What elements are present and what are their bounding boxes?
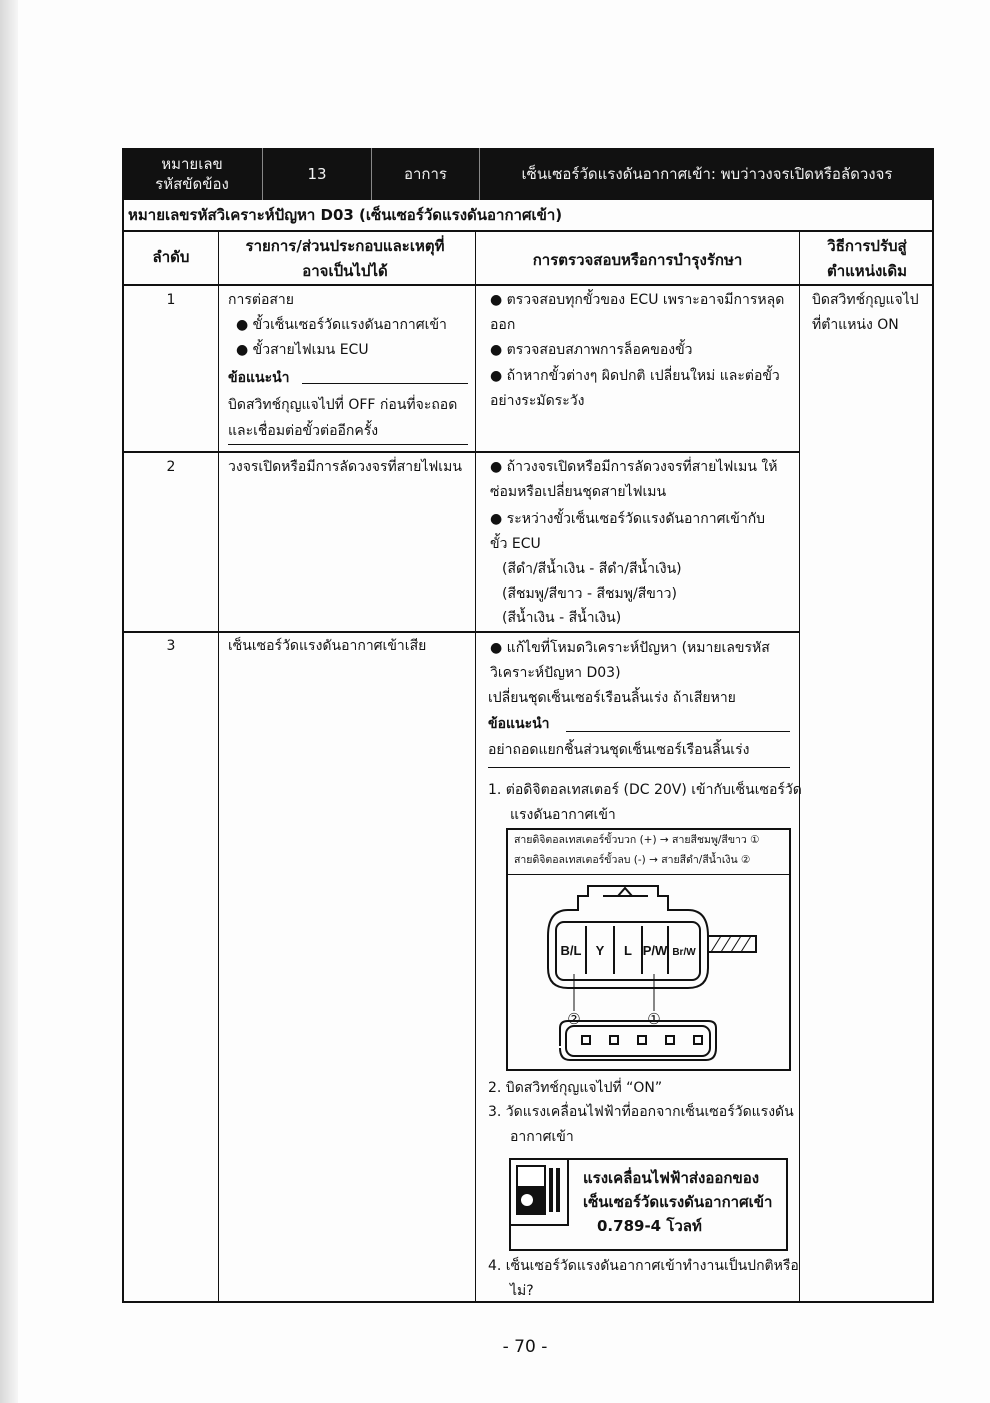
note-text: บิดสวิทช์กุญแจไปที่ OFF ก่อนที่จะถอดและเชื่อมต่อขั้วต่ออีกครั้ง: [228, 397, 458, 439]
connector-diagram: [506, 828, 791, 1071]
col-header-no: ลำดับ: [152, 248, 190, 266]
check-item: ● ถ้าหากขั้วต่างๆ ผิดปกติ เปลี่ยนใหม่ และต่อขั้วอย่างระมัดระวัง: [490, 368, 780, 409]
spec-line1: แรงเคลื่อนไฟฟ้าส่งออกของ: [583, 1169, 760, 1187]
check-item: ● ถ้าวงจรเปิดหรือมีการลัดวงจรที่สายไฟเมน ให้ซ่อมหรือเปลี่ยนชุดสายไฟเมน: [490, 459, 778, 500]
probe-negative-text: สายดิจิตอลเทสเตอร์ขั้วลบ (-) → สายสีดำ/สีน้ำเงิน ②: [514, 854, 751, 866]
item-text: เซ็นเซอร์วัดแรงดันอากาศเข้าเสีย: [228, 638, 427, 654]
check-item: ● ระหว่างขั้วเซ็นเซอร์วัดแรงดันอากาศเข้ากับขั้ว ECU: [490, 511, 766, 552]
step-1: 1. ต่อดิจิตอลเทสเตอร์ (DC 20V) เข้ากับเซ็นเซอร์วัดแรงดันอากาศเข้า: [488, 782, 802, 823]
check-text: ถ้าหากขั้วต่างๆ ผิดปกติ เปลี่ยนใหม่ และต่อขั้วอย่างระมัดระวัง: [490, 368, 780, 409]
pin-label: P/W: [642, 943, 668, 958]
color-pair: (สีดำ/สีน้ำเงิน - สีดำ/สีน้ำเงิน): [502, 561, 682, 577]
check-item: ● แก้ไขที่โหมดวิเคราะห์ปัญหา (หมายเลขรหัสวิเคราะห์ปัญหา D03): [490, 640, 770, 681]
symptom-value: เซ็นเซอร์วัดแรงดันอากาศเข้า: พบว่าวงจรเปิดหรือลัดวงจร: [480, 148, 934, 200]
item-text: วงจรเปิดหรือมีการลัดวงจรที่สายไฟเมน: [228, 459, 462, 475]
check-item: ● ตรวจสอบทุกขั้วของ ECU เพราะอาจมีการหลุดออก: [490, 292, 785, 333]
check-text: ตรวจสอบสภาพการล็อคของขั้ว: [506, 342, 693, 358]
replace-text: เปลี่ยนชุดเซ็นเซอร์เรือนลิ้นเร่ง ถ้าเสียหาย: [488, 690, 736, 706]
col-header-item: รายการ/ส่วนประกอบและเหตุที่อาจเป็นไปได้: [245, 237, 445, 280]
symptom-label: อาการ: [372, 148, 480, 200]
item-text: การต่อสาย: [228, 292, 294, 308]
col-header-check: การตรวจสอบหรือการบำรุงรักษา: [532, 251, 743, 269]
code-value: 13: [263, 148, 372, 200]
diag-title: หมายเลขรหัสวิเคราะห์ปัญหา D03 (เซ็นเซอร์วัดแรงดันอากาศเข้า): [128, 206, 563, 224]
connector-drawing: [508, 876, 789, 1069]
col-header-restore: วิธีการปรับสู่ตำแหน่งเดิม: [826, 237, 908, 280]
check-text: ถ้าวงจรเปิดหรือมีการลัดวงจรที่สายไฟเมน ให้ซ่อมหรือเปลี่ยนชุดสายไฟเมน: [490, 459, 778, 500]
check-text: ตรวจสอบทุกขั้วของ ECU เพราะอาจมีการหลุดออก: [490, 292, 785, 333]
bullet-text: ขั้วเซ็นเซอร์วัดแรงดันอากาศเข้า: [252, 317, 447, 333]
row-number: 2: [166, 459, 176, 475]
color-pair: (สีน้ำเงิน - สีน้ำเงิน): [502, 610, 622, 626]
step-4: 4. เซ็นเซอร์วัดแรงดันอากาศเข้าทำงานเป็นปกติหรือไม่?: [488, 1258, 799, 1299]
check-text: ระหว่างขั้วเซ็นเซอร์วัดแรงดันอากาศเข้ากับขั้ว ECU: [490, 511, 766, 552]
restore-text: บิดสวิทช์กุญแจไปที่ตำแหน่ง ON: [812, 292, 919, 333]
step-3: 3. วัดแรงเคลื่อนไฟฟ้าที่ออกจากเซ็นเซอร์วัดแรงดันอากาศเข้า: [488, 1104, 794, 1145]
row-number: 1: [166, 292, 176, 308]
pin-label: B/L: [560, 943, 582, 958]
row-number: 3: [166, 638, 176, 654]
pin-label: Br/W: [672, 947, 696, 958]
note-text: อย่าถอดแยกชิ้นส่วนชุดเซ็นเซอร์เรือนลิ้นเร่ง: [488, 742, 750, 758]
code-label: หมายเลข รหัสขัดข้อง: [122, 148, 263, 200]
spec-value: 0.789-4 โวลท์: [597, 1217, 702, 1235]
note-label: ข้อแนะนำ: [228, 370, 290, 386]
step-2: 2. บิดสวิทช์กุญแจไปที่ “ON”: [488, 1080, 663, 1096]
marker-2: ②: [567, 1011, 581, 1028]
bullet-item: ● ขั้วสายไฟเมน ECU: [236, 342, 369, 358]
bullet-item: ● ขั้วเซ็นเซอร์วัดแรงดันอากาศเข้า: [236, 317, 447, 333]
pin-label: L: [624, 943, 632, 958]
pin-label: Y: [595, 943, 605, 958]
scan-edge: [0, 0, 18, 1403]
check-item: ● ตรวจสอบสภาพการล็อคของขั้ว: [490, 342, 693, 358]
multimeter-icon: [511, 1160, 569, 1226]
spec-line2: เซ็นเซอร์วัดแรงดันอากาศเข้า: [583, 1193, 773, 1211]
page-number: - 70 -: [502, 1337, 548, 1357]
spec-box: [509, 1158, 788, 1251]
note-label: ข้อแนะนำ: [488, 716, 550, 732]
color-pair: (สีชมพู/สีขาว - สีชมพู/สีขาว): [502, 586, 677, 602]
check-text: แก้ไขที่โหมดวิเคราะห์ปัญหา (หมายเลขรหัสวิเคราะห์ปัญหา D03): [490, 640, 770, 681]
probe-positive-text: สายดิจิตอลเทสเตอร์ขั้วบวก (+) → สายสีชมพู/สีขาว ①: [514, 834, 760, 846]
marker-1: ①: [647, 1011, 661, 1028]
bullet-text: ขั้วสายไฟเมน ECU: [252, 342, 369, 358]
